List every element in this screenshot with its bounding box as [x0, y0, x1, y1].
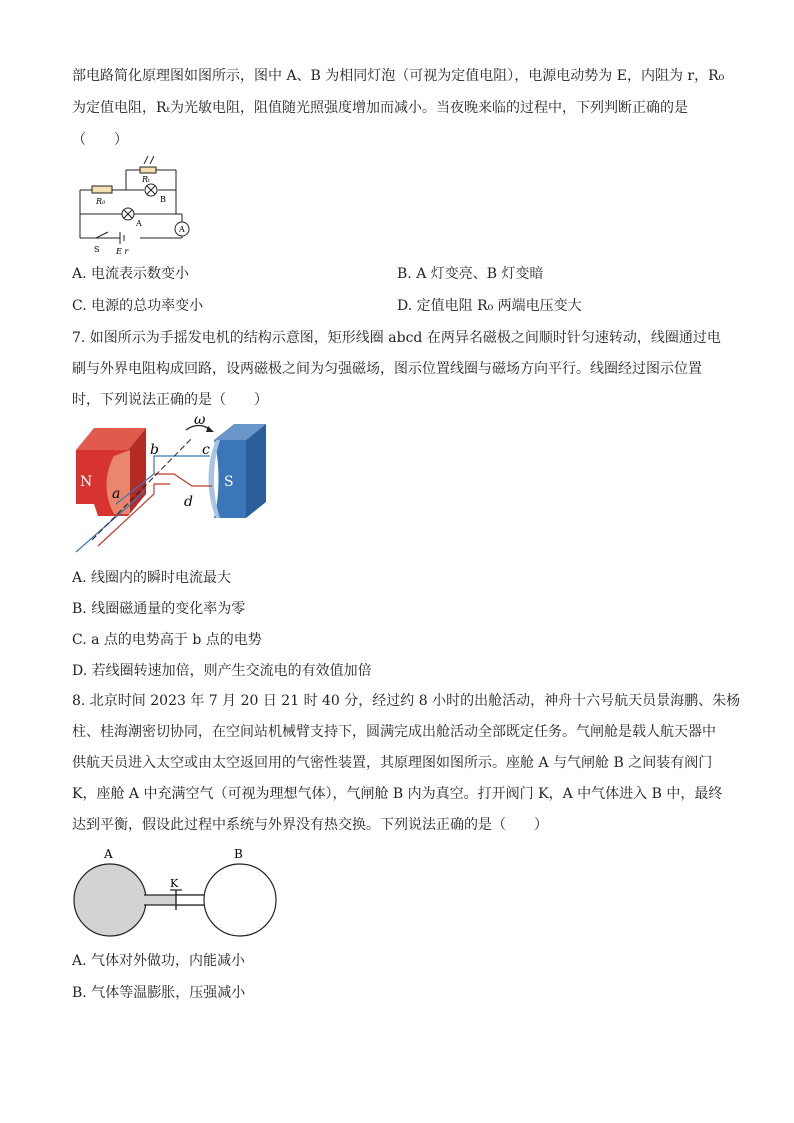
q7-line-1: 7. 如图所示为手摇发电机的结构示意图，矩形线圈 abcd 在两异名磁极之间顺时针匀速转动，线圈通过电: [72, 330, 721, 346]
q7-option-c: C. a 点的电势高于 b 点的电势: [72, 632, 262, 648]
q8-line-3: 供航天员进入太空或由太空返回用的气密性装置，其原理图如图所示。座舱 A 与气闸舱 B 之间装有阀门: [72, 755, 713, 771]
q6-line-2: 为定值电阻，Rₜ为光敏电阻，阻值随光照强度增加而减小。当夜晚来临的过程中，下列判断正确的是: [72, 100, 688, 116]
rt-label: Rₜ: [142, 175, 150, 184]
q6-option-a: A. 电流表示数变小: [72, 266, 190, 282]
q6-line-3: （ ）: [72, 132, 128, 148]
q7-option-b: B. 线圈磁通量的变化率为零: [72, 601, 246, 617]
ammeter-label: A: [179, 225, 185, 234]
chamber-a-label: A: [104, 847, 113, 861]
q8-line-2: 柱、桂海潮密切协同，在空间站机械臂支持下，圆满完成出舱活动全部既定任务。气闸舱是载人航天器中: [72, 724, 716, 740]
q6-option-d: D. 定值电阻 R₀ 两端电压变大: [397, 298, 582, 314]
source-label: E r: [116, 247, 129, 256]
lamp-a-label: A: [136, 219, 142, 228]
q6-option-b: B. A 灯变亮、B 灯变暗: [397, 266, 544, 282]
n-pole-label: N: [80, 474, 93, 490]
q8-line-5: 达到平衡，假设此过程中系统与外界没有热交换。下列说法正确的是（ ）: [72, 817, 548, 833]
q6-option-c: C. 电源的总功率变小: [72, 298, 204, 314]
q7-line-2: 刷与外界电阻构成回路，设两磁极之间为匀强磁场，图示位置线圈与磁场方向平行。线圈经过图示位置: [72, 361, 702, 377]
q8-line-1: 8. 北京时间 2023 年 7 月 20 日 21 时 40 分，经过约 8 小时的出舱活动，神舟十六号航天员景海鹏、朱杨: [72, 693, 741, 709]
airlock-diagram: [70, 844, 282, 944]
circuit-diagram: [74, 152, 198, 258]
coil-label-b: b: [150, 442, 159, 458]
q6-line-1: 部电路简化原理图如图所示，图中 A、B 为相同灯泡（可视为定值电阻），电源电动势为 E，内阻为 r，R₀: [72, 68, 725, 84]
s-pole-label: S: [224, 474, 234, 490]
chamber-b-label: B: [234, 847, 243, 861]
omega-label: ω: [194, 414, 206, 428]
coil-label-a: a: [112, 486, 121, 502]
q8-option-a: A. 气体对外做功，内能减小: [72, 953, 246, 969]
q8-option-b: B. 气体等温膨胀，压强减小: [72, 985, 246, 1001]
coil-label-c: c: [202, 442, 210, 458]
coil-label-d: d: [184, 494, 193, 510]
q7-option-a: A. 线圈内的瞬时电流最大: [72, 570, 232, 586]
q7-option-d: D. 若线圈转速加倍，则产生交流电的有效值加倍: [72, 663, 372, 679]
q8-line-4: K，座舱 A 中充满空气（可视为理想气体），气闸舱 B 内为真空。打开阀门 K，A 中气体进入 B 中，最终: [72, 786, 723, 802]
q7-line-3: 时，下列说法正确的是（ ）: [72, 392, 268, 408]
switch-label: S: [94, 245, 100, 254]
generator-diagram: [70, 414, 272, 562]
lamp-b-label: B: [160, 195, 166, 204]
r0-label: R₀: [96, 197, 106, 206]
valve-k-label: K: [170, 877, 179, 890]
